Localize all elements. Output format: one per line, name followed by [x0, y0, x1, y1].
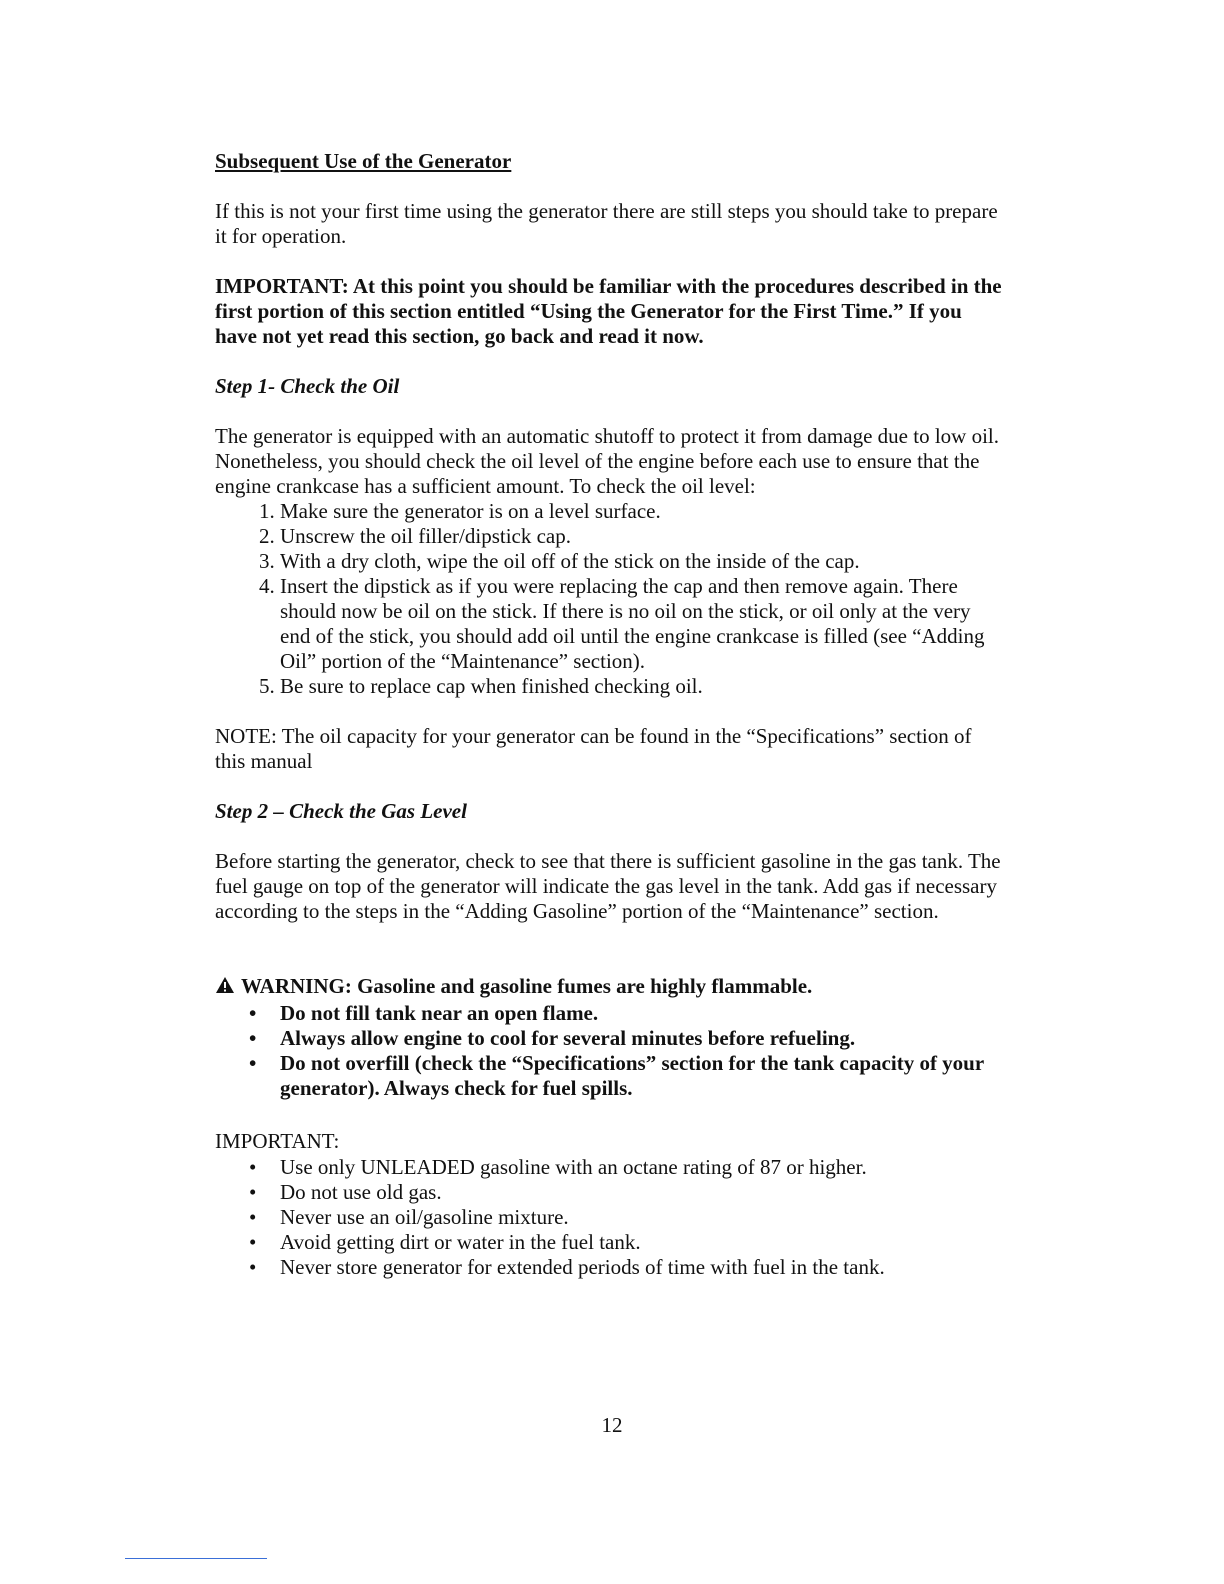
bullet: • [249, 1180, 257, 1204]
list-item: 1. Make sure the generator is on a level surface. [280, 499, 1005, 524]
bullet: • [249, 1230, 257, 1254]
bullet: • [249, 1255, 257, 1279]
step1-paragraph: The generator is equipped with an automatic shutoff to protect it from damage due to low oil. Nonetheless, you should check the oil level of the engine before each use to ensure that the engine crankcase has a sufficient amount. To check the oil level: [215, 424, 999, 498]
list-item-text: Do not overfill (check the “Specifications” section for the tank capacity of your generator). Always check for fuel spills. [280, 1051, 984, 1100]
list-item-text: Do not use old gas. [280, 1180, 442, 1204]
list-item [249, 1051, 1005, 1101]
step1-heading: Step 1- Check the Oil [215, 374, 400, 398]
warning-line [215, 974, 1005, 999]
list-item [249, 1026, 1005, 1051]
bullet: • [249, 1155, 257, 1179]
list-item-text: Do not fill tank near an open flame. [280, 1001, 599, 1025]
step2-paragraph: Before starting the generator, check to see that there is sufficient gasoline in the gas tank. The fuel gauge on top of the generator will indicate the gas level in the tank. Add gas if necessary according to the steps in the “Adding Gasoline” portion of the “Maintenance” section. [215, 849, 1001, 923]
page-number: 12 [601, 1413, 623, 1437]
important-notice: IMPORTANT: At this point you should be familiar with the procedures described in the first portion of this section entitled “Using the Generator for the First Time.” If you have not yet read this section, go back and read it now. [215, 274, 1002, 348]
step2-heading: Step 2 – Check the Gas Level [215, 799, 467, 823]
list-item: 3. With a dry cloth, wipe the oil off of the stick on the inside of the cap. [280, 549, 1005, 574]
list-item: 2. Unscrew the oil filler/dipstick cap. [280, 524, 1005, 549]
list-item [249, 1180, 1005, 1205]
section-title: Subsequent Use of the Generator [215, 149, 512, 173]
bullet: • [249, 1001, 257, 1025]
bullet: • [249, 1026, 257, 1050]
list-item [249, 1155, 1005, 1180]
list-item [249, 1255, 1005, 1280]
list-item: 5. Be sure to replace cap when finished checking oil. [280, 674, 1005, 699]
bullet: • [249, 1205, 257, 1229]
list-item-text: Avoid getting dirt or water in the fuel tank. [280, 1230, 641, 1254]
footer-rule [125, 1558, 267, 1559]
list-item-text: Never use an oil/gasoline mixture. [280, 1205, 569, 1229]
oil-capacity-note: NOTE: The oil capacity for your generator can be found in the “Specifications” section of this manual [215, 724, 972, 773]
list-item-text: Use only UNLEADED gasoline with an octane rating of 87 or higher. [280, 1155, 867, 1179]
list-item-text: Never store generator for extended periods of time with fuel in the tank. [280, 1255, 885, 1279]
warning-list [215, 1001, 1005, 1101]
warning-text: WARNING: Gasoline and gasoline fumes are highly flammable. [241, 974, 813, 998]
oil-check-steps [215, 499, 1005, 699]
list-item [249, 1230, 1005, 1255]
warning-triangle-icon [215, 976, 235, 994]
list-item-text: Always allow engine to cool for several minutes before refueling. [280, 1026, 856, 1050]
intro-paragraph: If this is not your first time using the generator there are still steps you should take to prepare it for operation. [215, 199, 998, 248]
list-item [249, 1205, 1005, 1230]
list-item [249, 1001, 1005, 1026]
bullet: • [249, 1051, 257, 1075]
important-heading: IMPORTANT: [215, 1129, 340, 1153]
list-item: 4. Insert the dipstick as if you were replacing the cap and then remove again. There should now be oil on the stick. If there is no oil on the stick, or oil only at the very end of the stick, you should add oil until the engine crankcase is filled (see “Adding Oil” portion of the “Maintenance” section). [280, 574, 1005, 674]
important-list [215, 1155, 1005, 1280]
